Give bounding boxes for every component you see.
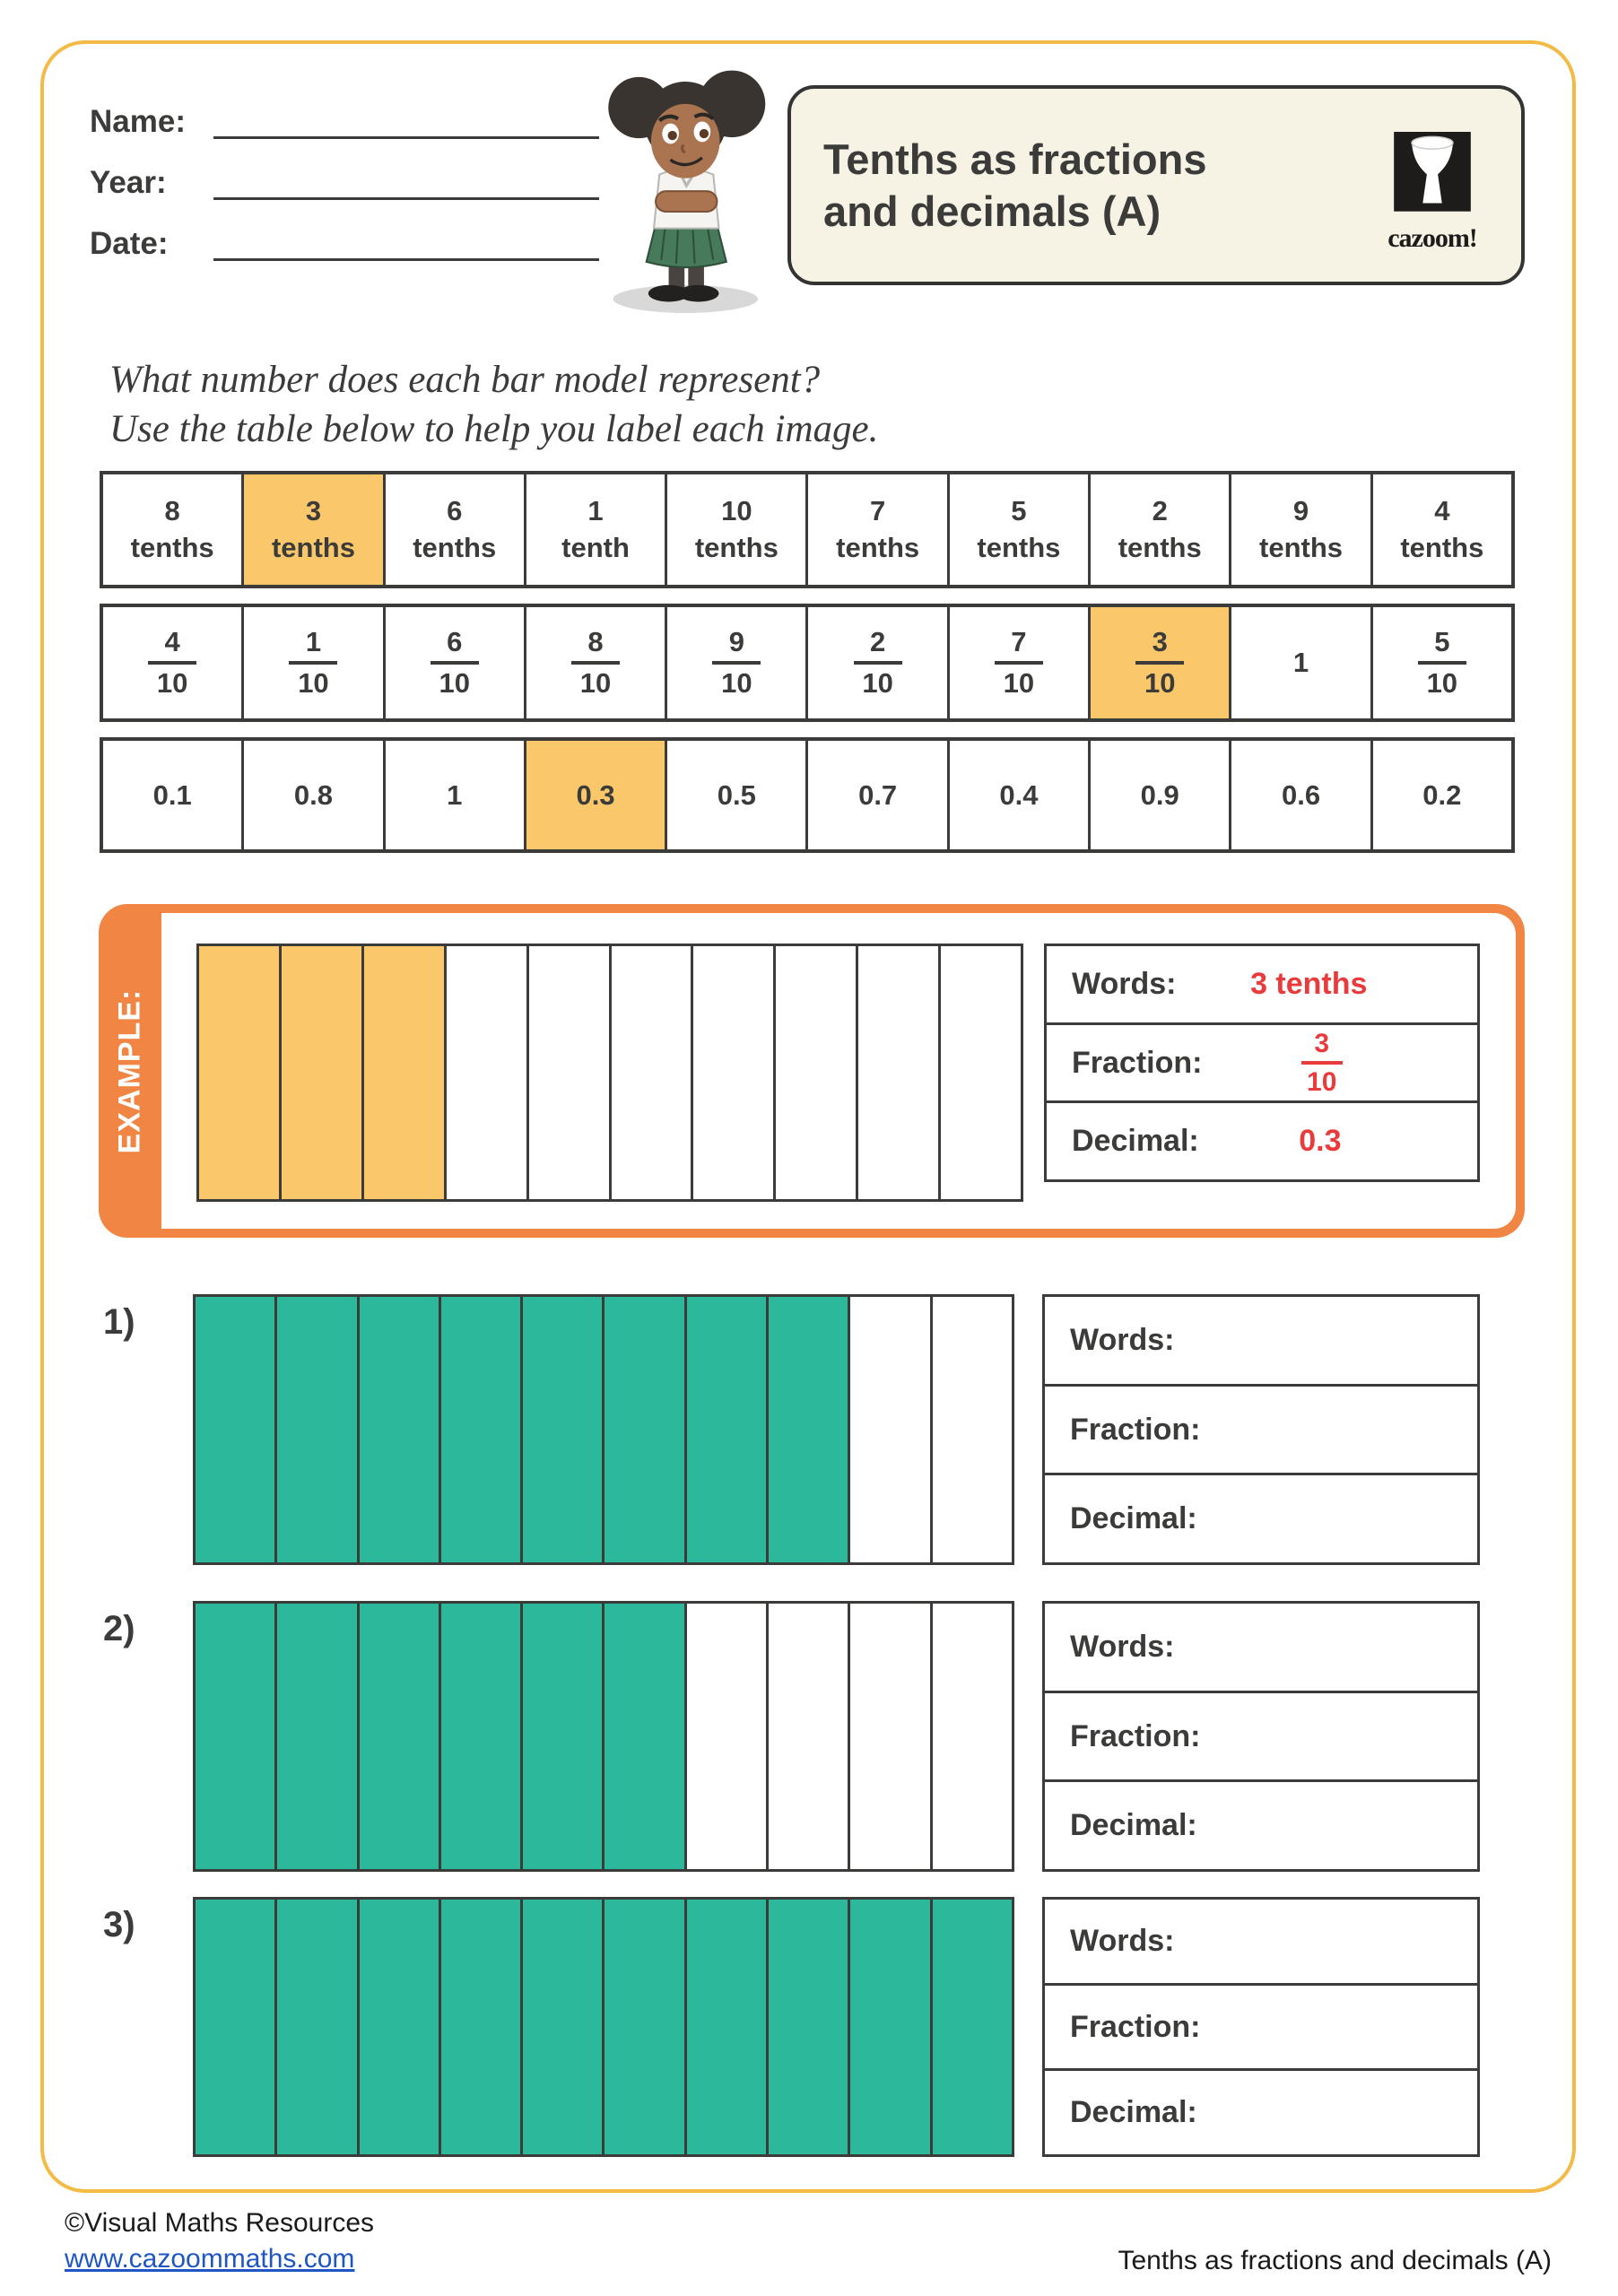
bar-cell-empty [850,1604,932,1869]
reference-table-fractions-row [100,604,1515,722]
bar-cell-filled [360,1604,441,1869]
bar-cell-filled [850,1900,932,2154]
fraction-bar [289,661,337,665]
fraction-cell: $\frac{9}{10}$ [667,607,808,718]
footer-copyright: ©Visual Maths Resources [65,2208,375,2238]
bar-cell-empty [941,946,1021,1199]
words-label: Words: [1070,1322,1175,1357]
question-1-words-row[interactable] [1042,1294,1480,1387]
words-cell: 7 tenths [808,474,949,585]
bar-cell-empty [529,946,612,1199]
fraction-cell: $\frac{5}{10}$ [1373,607,1511,718]
words-cell: 4 tenths [1373,474,1511,585]
bar-cell-filled [605,1900,686,2154]
example-bar-model [196,944,1023,1202]
fraction-label: Fraction: [1072,1045,1203,1080]
reference-table-words-row [100,471,1515,588]
bar-cell-filled [364,946,447,1199]
reference-table-decimals-row [100,737,1515,853]
decimal-label: Decimal: [1070,1501,1197,1536]
cazoom-drum-icon [1391,132,1474,225]
bar-cell-empty [693,946,776,1199]
fraction-bar [1301,1061,1343,1065]
cazoom-logo-text: cazoom! [1387,223,1477,253]
words-cell: 2 tenths [1091,474,1231,585]
fraction-bar [148,661,196,665]
bar-cell-empty [447,946,529,1199]
decimal-cell: 0.5 [667,741,808,849]
words-cell: 5 tenths [950,474,1091,585]
example-fraction-answer: $\frac{3}{10}$ [1202,1029,1477,1097]
name-input-line[interactable] [213,136,599,139]
question-1-number: 1) [103,1302,135,1342]
example-answer-box [1044,944,1480,1182]
decimal-cell: 0.4 [950,741,1091,849]
words-cell: 9 tenths [1231,474,1372,585]
fraction-bar [1418,661,1466,665]
bar-cell-filled [282,946,364,1199]
decimal-cell: 0.3 [526,741,667,849]
fraction-cell: $\frac{6}{10}$ [386,607,526,718]
bar-cell-filled [360,1900,441,2154]
fraction-bar [995,661,1043,665]
bar-cell-empty [933,1297,1012,1562]
instructions [109,355,878,454]
question-3-bar-model [193,1897,1014,2157]
date-label: Date: [90,226,169,261]
worksheet-title: Tenths as fractions and decimals (A) [823,135,1207,235]
whole-number-cell: 1 [1231,607,1372,718]
question-2-number: 2) [103,1609,135,1648]
fraction-cell: $\frac{7}{10}$ [950,607,1091,718]
bar-cell-empty [933,1604,1012,1869]
bar-cell-filled [605,1604,686,1869]
bar-cell-filled [441,1604,523,1869]
fraction-bar [712,661,761,665]
question-3-words-row[interactable] [1042,1897,1480,1986]
fraction-bar [571,661,620,665]
question-2-words-row[interactable] [1042,1601,1480,1693]
question-3-decimal-row[interactable] [1042,2068,1480,2157]
question-1-answer-box [1042,1294,1480,1565]
example-decimal-row [1044,1100,1480,1182]
bar-cell-filled [441,1297,523,1562]
instruction-line-2: Use the table below to help you label each image. [109,408,879,451]
bar-cell-filled [199,946,282,1199]
fraction-cell: $\frac{4}{10}$ [103,607,244,718]
bar-cell-empty [612,946,694,1199]
cazoom-logo [1383,132,1482,254]
example-fraction-row [1044,1022,1480,1104]
words-cell: 6 tenths [386,474,526,585]
fraction-bar [854,661,902,665]
words-label: Words: [1070,1923,1175,1958]
bar-cell-filled [277,1604,359,1869]
decimal-cell: 0.1 [103,741,244,849]
question-1-bar-model [193,1294,1014,1565]
date-input-line[interactable] [213,258,599,261]
example-words-row [1044,944,1480,1025]
fraction-label: Fraction: [1070,1412,1201,1447]
bar-cell-filled [769,1900,850,2154]
decimal-label: Decimal: [1070,1808,1197,1843]
bar-cell-filled [196,1297,277,1562]
question-2-bar-model [193,1601,1014,1872]
question-1-fraction-row[interactable] [1042,1384,1480,1476]
question-1-decimal-row[interactable] [1042,1473,1480,1565]
fraction-cell: $\frac{8}{10}$ [526,607,667,718]
bar-cell-filled [933,1900,1012,2154]
bar-cell-filled [523,1900,605,2154]
words-cell: 10 tenths [667,474,808,585]
bar-cell-filled [523,1604,605,1869]
footer-website-link[interactable]: www.cazoommaths.com [65,2244,355,2274]
question-3-answer-box [1042,1897,1480,2157]
words-label: Words: [1070,1629,1175,1664]
bar-cell-filled [769,1297,850,1562]
fraction-bar [1135,661,1184,665]
question-2-answer-box [1042,1601,1480,1872]
bar-cell-empty [858,946,941,1199]
words-label: Words: [1072,966,1177,1001]
bar-cell-filled [196,1604,277,1869]
year-input-line[interactable] [213,197,599,200]
example-decimal-answer: 0.3 [1299,1124,1342,1159]
bar-cell-filled [441,1900,523,2154]
decimal-label: Decimal: [1070,2095,1197,2130]
example-tab-label: EXAMPLE: [112,988,147,1153]
name-label: Name: [90,104,186,139]
words-cell: 3 tenths [244,474,385,585]
bar-cell-filled [196,1900,277,2154]
decimal-cell: 0.6 [1231,741,1372,849]
fraction-label: Fraction: [1070,2009,1201,2044]
decimal-cell: 1 [386,741,526,849]
words-cell: 1 tenth [526,474,667,585]
decimal-label: Decimal: [1072,1124,1199,1159]
bar-cell-filled [360,1297,441,1562]
instruction-line-1: What number does each bar model represent? [109,359,821,401]
bar-cell-filled [277,1297,359,1562]
student-character-illustration [587,56,798,316]
worksheet-title-box [787,85,1525,285]
footer-worksheet-title: Tenths as fractions and decimals (A) [1118,2246,1552,2275]
question-3-fraction-row[interactable] [1042,1983,1480,2072]
decimal-cell: 0.9 [1091,741,1231,849]
example-tab [99,904,161,1238]
bar-cell-filled [277,1900,359,2154]
fraction-cell: $\frac{1}{10}$ [244,607,385,718]
fraction-cell: $\frac{3}{10}$ [1091,607,1231,718]
fraction-bar [431,661,479,665]
decimal-cell: 0.8 [244,741,385,849]
question-2-fraction-row[interactable] [1042,1691,1480,1783]
decimal-cell: 0.2 [1373,741,1511,849]
bar-cell-empty [769,1604,850,1869]
bar-cell-filled [687,1900,769,2154]
words-cell: 8 tenths [103,474,244,585]
example-words-answer: 3 tenths [1250,966,1368,1001]
bar-cell-filled [605,1297,686,1562]
question-3-number: 3) [103,1905,135,1944]
bar-cell-filled [687,1297,769,1562]
bar-cell-empty [776,946,858,1199]
year-label: Year: [90,165,167,200]
fraction-cell: $\frac{2}{10}$ [808,607,949,718]
fraction-label: Fraction: [1070,1718,1201,1753]
bar-cell-empty [850,1297,932,1562]
decimal-cell: 0.7 [808,741,949,849]
question-2-decimal-row[interactable] [1042,1779,1480,1872]
bar-cell-empty [687,1604,769,1869]
bar-cell-filled [523,1297,605,1562]
